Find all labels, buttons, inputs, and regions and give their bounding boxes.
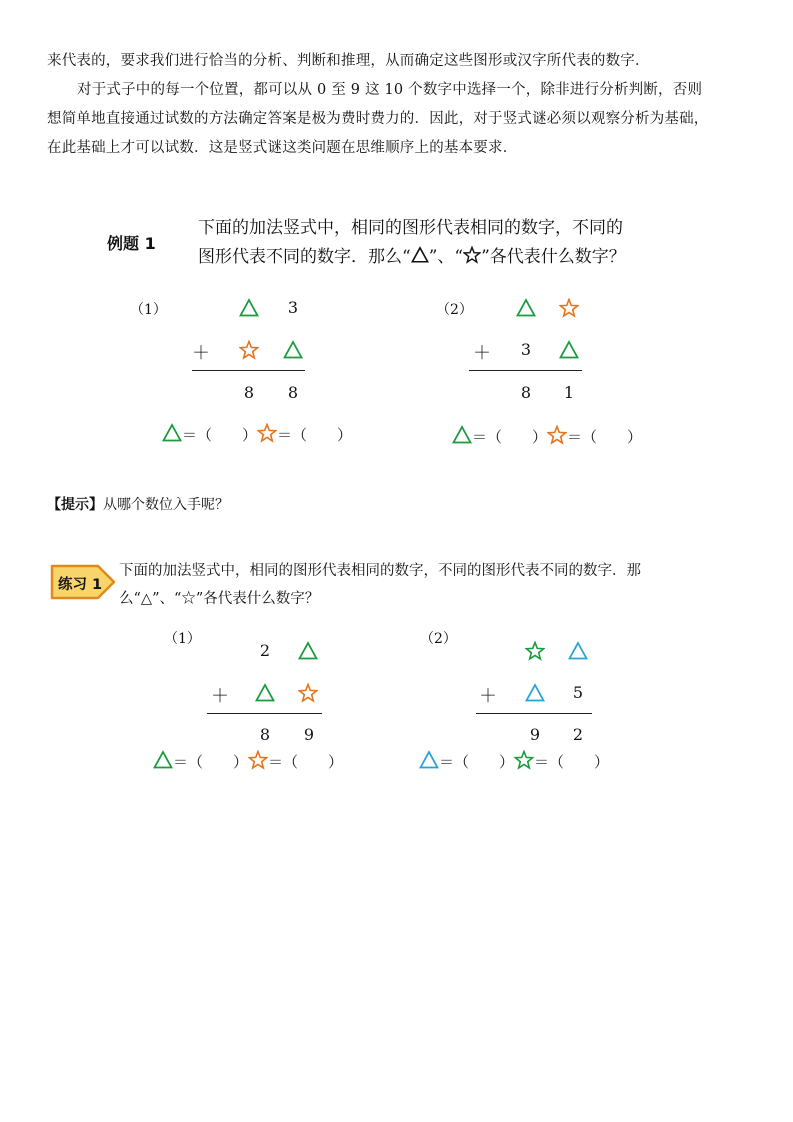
sum-rule [192, 370, 305, 371]
practice-p1-sum-ones: 9 [303, 725, 315, 744]
triangle-icon [283, 340, 303, 360]
sum-rule [207, 713, 322, 714]
triangle-icon [568, 641, 588, 661]
example-text-part-c: ”各代表什么数字？ [481, 247, 626, 267]
practice-p1-label: （1） [164, 631, 201, 647]
example-p1-answers [162, 423, 352, 445]
star-icon [298, 683, 318, 703]
intro-line-2: 对于式子中的每一个位置，都可以从 0 至 9 这 10 个数字中选择一个，除非进行分析判断，否则 [77, 82, 703, 98]
practice-text-line-2: 么“△”、“☆”各代表什么数字？ [119, 591, 320, 607]
example-text-part-b: ”、“ [428, 247, 464, 267]
triangle-icon [411, 246, 429, 264]
hint-text: 从哪个数位入手呢？ [103, 497, 229, 513]
example-p2-mid-digit: 3 [520, 340, 532, 359]
star-answer-blank[interactable]: ＝（ ） [567, 428, 643, 446]
intro-line-3: 想简单地直接通过试数的方法确定答案是极为费时费力的．因此，对于竖式谜必须以观察分析为基础， [47, 111, 709, 127]
triangle-icon [239, 298, 259, 318]
star-answer-blank[interactable]: ＝（ ） [534, 753, 610, 771]
triangle-icon [516, 298, 536, 318]
star-icon [525, 641, 545, 661]
hint [47, 494, 229, 514]
star-answer-blank[interactable]: ＝（ ） [277, 426, 353, 444]
triangle-icon [525, 683, 545, 703]
example-text-line-1: 下面的加法竖式中，相同的图形代表相同的数字，不同的 [198, 218, 623, 238]
plus-sign: ＋ [192, 343, 210, 364]
star-icon [239, 340, 259, 360]
example-badge: 例题 1 [107, 234, 156, 253]
practice-p2-mid-digit: 5 [572, 683, 584, 702]
practice-p2-sum-tens: 9 [529, 725, 541, 744]
intro-line-1: 来代表的，要求我们进行恰当的分析、判断和推理，从而确定这些图形或汉字所代表的数字． [47, 53, 650, 69]
example-p2-answers [452, 425, 642, 447]
example-p1-label: （1） [130, 302, 167, 318]
example-p1-sum-tens: 8 [243, 383, 255, 402]
hint-label: 【提示】 [47, 497, 103, 513]
triangle-answer-blank[interactable]: ＝（ ） [472, 428, 548, 446]
star-answer-blank[interactable]: ＝（ ） [268, 753, 344, 771]
practice-p2-answers [419, 750, 609, 772]
example-p1-top-digit: 3 [287, 298, 299, 317]
triangle-icon [162, 423, 182, 443]
practice-badge-label: 练习 1 [58, 577, 103, 593]
triangle-icon [419, 750, 439, 770]
practice-p1-sum-tens: 8 [259, 725, 271, 744]
star-icon [248, 750, 268, 770]
practice-p1-answers [153, 750, 343, 772]
sum-rule [469, 370, 582, 371]
practice-badge [48, 556, 118, 608]
plus-sign: ＋ [473, 343, 491, 364]
practice-p1-top-digit: 2 [259, 641, 271, 660]
practice-p2-sum-ones: 2 [572, 725, 584, 744]
star-icon [514, 750, 534, 770]
example-p2-sum-tens: 8 [520, 383, 532, 402]
star-icon [257, 423, 277, 443]
example-text-line-2 [198, 243, 678, 272]
example-p1-sum-ones: 8 [287, 383, 299, 402]
intro-line-4: 在此基础上才可以试数．这是竖式谜这类问题在思维顺序上的基本要求． [47, 140, 518, 156]
plus-sign: ＋ [479, 686, 497, 707]
triangle-answer-blank[interactable]: ＝（ ） [439, 753, 515, 771]
practice-text-line-1: 下面的加法竖式中，相同的图形代表相同的数字，不同的图形代表不同的数字．那 [119, 563, 641, 579]
example-p2-label: （2） [436, 302, 473, 318]
plus-sign: ＋ [211, 686, 229, 707]
star-icon [559, 298, 579, 318]
triangle-icon [298, 641, 318, 661]
triangle-icon [153, 750, 173, 770]
triangle-answer-blank[interactable]: ＝（ ） [173, 753, 249, 771]
triangle-icon [255, 683, 275, 703]
example-text-part-a: 图形代表不同的数字．那么“ [198, 247, 411, 267]
sum-rule [476, 713, 592, 714]
practice-p2-label: （2） [420, 631, 457, 647]
triangle-icon [559, 340, 579, 360]
star-icon [547, 425, 567, 445]
star-icon [463, 246, 481, 264]
triangle-icon [452, 425, 472, 445]
example-p2-sum-ones: 1 [563, 383, 575, 402]
triangle-answer-blank[interactable]: ＝（ ） [182, 426, 258, 444]
